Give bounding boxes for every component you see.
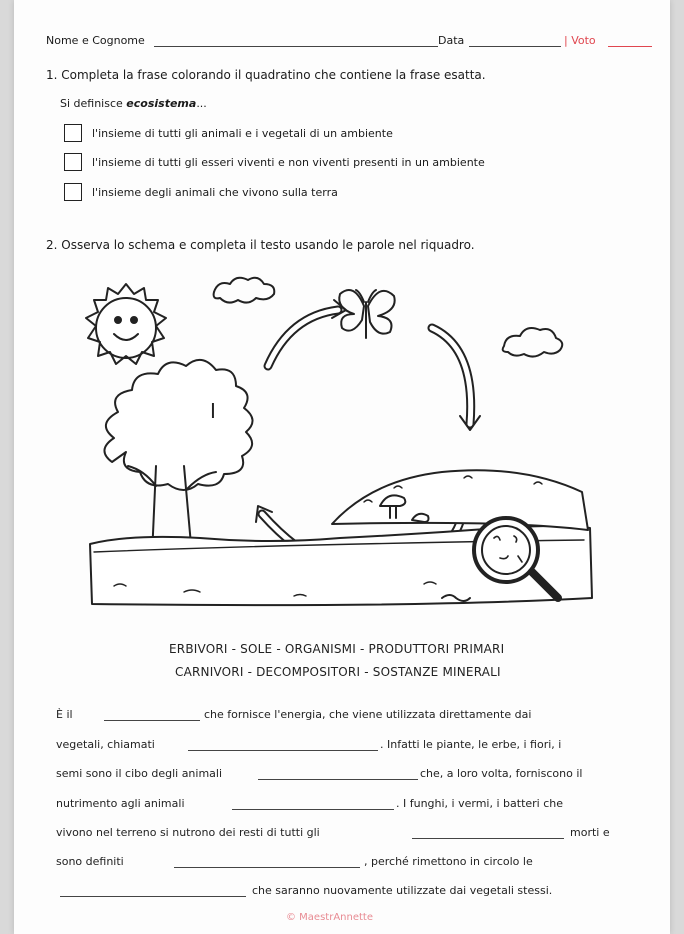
word-bank-line-2: CARNIVORI - DECOMPOSITORI - SOSTANZE MINERALI — [175, 665, 501, 679]
blank-3[interactable] — [258, 779, 418, 780]
tree-icon — [104, 360, 252, 556]
blank-6[interactable] — [174, 867, 360, 868]
name-label: Nome e Cognome — [46, 34, 145, 47]
sun-icon — [86, 284, 166, 364]
option-1-text: l'insieme di tutti gli animali e i vegetali di un ambiente — [92, 127, 393, 140]
text-line-2b: . Infatti le piante, le erbe, i fiori, i — [380, 738, 562, 751]
blank-4[interactable] — [232, 809, 394, 810]
q2-instruction: 2. Osserva lo schema e completa il testo usando le parole nel riquadro. — [46, 238, 475, 252]
text-line-1b: che fornisce l'energia, che viene utilizzata direttamente dai — [204, 708, 532, 721]
date-label: Data — [438, 34, 465, 47]
grade-field[interactable] — [608, 46, 652, 47]
word-bank-line-1: ERBIVORI - SOLE - ORGANISMI - PRODUTTORI PRIMARI — [169, 642, 505, 656]
q1-instruction: 1. Completa la frase colorando il quadratino che contiene la frase esatta. — [46, 68, 486, 82]
ecosystem-diagram — [64, 266, 624, 634]
option-1-checkbox[interactable] — [64, 124, 82, 142]
blank-7[interactable] — [60, 896, 246, 897]
text-line-3b: che, a loro volta, forniscono il — [420, 767, 583, 780]
name-field[interactable] — [154, 46, 438, 47]
q1-prompt-term: ecosistema — [126, 97, 197, 110]
option-2-checkbox[interactable] — [64, 153, 82, 171]
footer-credit: © MaestrAnnette — [286, 912, 373, 923]
worksheet-page — [14, 0, 670, 934]
q1-prompt — [60, 97, 207, 110]
text-line-1a: È il — [56, 708, 73, 721]
grade-label: | Voto — [564, 34, 596, 47]
text-line-6b: , perché rimettono in circolo le — [364, 855, 533, 868]
option-2-text: l'insieme di tutti gli esseri viventi e non viventi presenti in un ambiente — [92, 156, 485, 169]
butterfly-icon — [339, 290, 394, 338]
text-line-3a: semi sono il cibo degli animali — [56, 767, 223, 780]
option-3-text: l'insieme degli animali che vivono sulla terra — [92, 186, 338, 199]
text-line-4a: nutrimento agli animali — [56, 797, 185, 810]
text-line-5b: morti e — [570, 826, 610, 839]
cycle-arrows — [256, 300, 480, 566]
text-line-6a: sono definiti — [56, 855, 124, 868]
text-line-7b: che saranno nuovamente utilizzate dai vegetali stessi. — [252, 884, 553, 897]
text-line-2a: vegetali, chiamati — [56, 738, 155, 751]
text-line-5a: vivono nel terreno si nutrono dei resti di tutti gli — [56, 826, 320, 839]
q1-prompt-suffix: ... — [196, 97, 207, 110]
blank-2[interactable] — [188, 750, 378, 751]
text-line-4b: . I funghi, i vermi, i batteri che — [396, 797, 564, 810]
cloud-icon-right — [503, 328, 563, 357]
date-field[interactable] — [469, 46, 561, 47]
cloud-icon — [214, 278, 275, 303]
option-3-checkbox[interactable] — [64, 183, 82, 201]
blank-1[interactable] — [104, 720, 200, 721]
blank-5[interactable] — [412, 838, 564, 839]
tree-numeral: I — [210, 399, 216, 423]
q1-prompt-prefix: Si definisce — [60, 97, 127, 110]
